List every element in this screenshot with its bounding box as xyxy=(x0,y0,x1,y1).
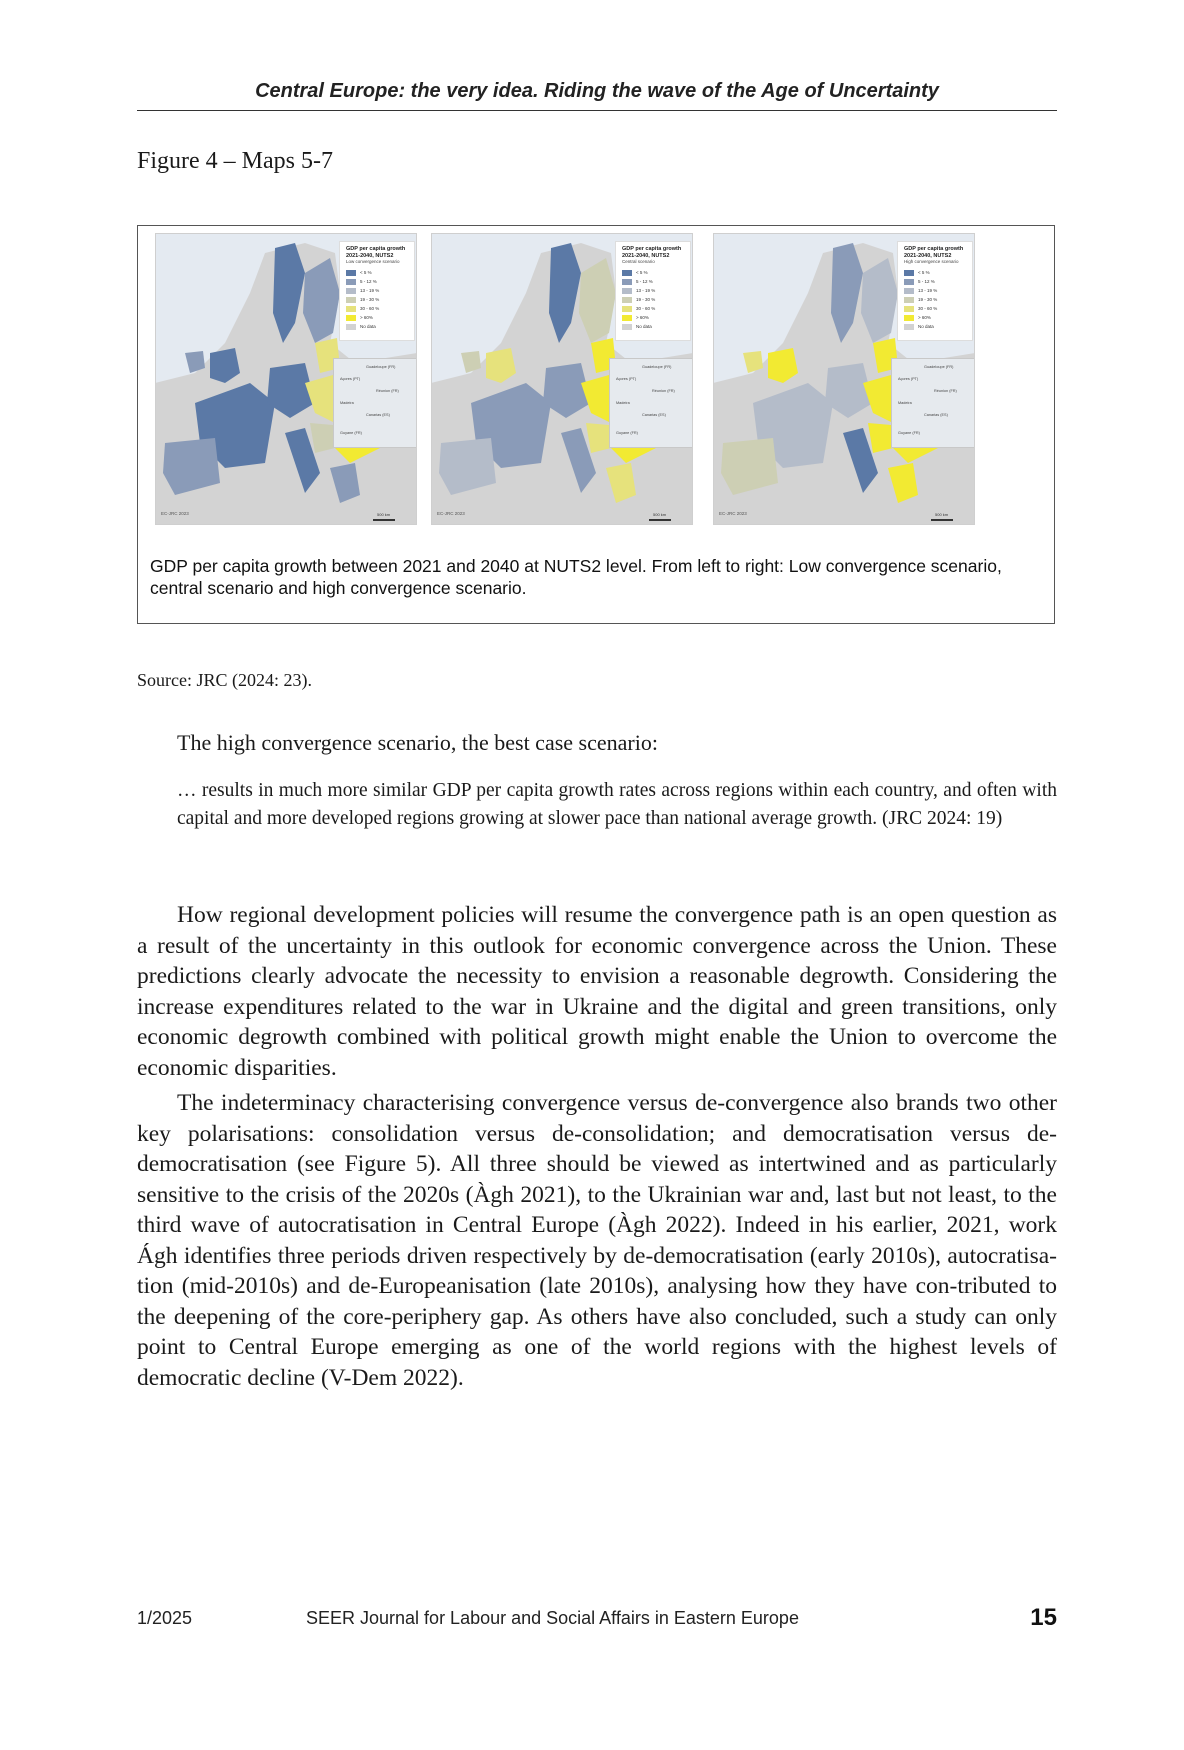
inset-label: Réunion (FR) xyxy=(376,389,399,393)
inset-label: Canarias (ES) xyxy=(924,413,948,417)
inset-label: Açores (PT) xyxy=(616,377,637,381)
map-central-scenario xyxy=(431,233,693,525)
legend-label: No data xyxy=(360,324,376,329)
map-credit: EC-JRC 2023 xyxy=(437,511,465,516)
legend-title: GDP per capita growth 2021-2040, NUTS2 xyxy=(346,246,406,259)
inset-label: Madeira xyxy=(340,401,354,405)
maps-row xyxy=(155,233,1039,533)
legend-label: 19 - 30 % xyxy=(918,297,938,302)
map-high-convergence xyxy=(713,233,975,525)
legend-scenario: Central scenario xyxy=(622,259,655,264)
scale-label: 500 km xyxy=(935,512,949,517)
legend-label: 13 - 19 % xyxy=(360,288,380,293)
running-title: Central Europe: the very idea. Riding the wave of the Age of Uncertainty xyxy=(255,80,939,102)
figure-title: Figure 4 – Maps 5-7 xyxy=(137,148,333,174)
inset-label: Guadeloupe (FR) xyxy=(642,365,672,369)
legend-label: 30 - 60 % xyxy=(918,306,938,311)
map-frame xyxy=(713,233,975,525)
figure-source: Source: JRC (2024: 23). xyxy=(137,670,312,690)
footer-issue: 1/2025 xyxy=(137,1608,193,1628)
body-paragraph: How regional development policies will resume the convergence path is an open question as a result of the uncertainty in this outlook for economic convergence across the Union. These predictions clearly advocate the necessity to envision a reasonable degrowth. Considering the increase expenditures related to the war in Ukraine and the digital and green transitions, only economic degrowth combined with political growth might enable the Union to overcome the economic disparities. xyxy=(137,902,1057,1081)
inset-label: Canarias (ES) xyxy=(366,413,390,417)
legend-label: 30 - 60 % xyxy=(360,306,380,311)
legend-label: No data xyxy=(918,324,934,329)
legend-scenario: High convergence scenario xyxy=(904,259,959,264)
inset-label: Açores (PT) xyxy=(340,377,361,381)
inset-label: Réunion (FR) xyxy=(652,389,675,393)
inset-label: Guyane (FR) xyxy=(616,431,638,435)
map-credit: EC-JRC 2023 xyxy=(719,511,747,516)
legend-label: > 60% xyxy=(636,315,649,320)
legend-label: 30 - 60 % xyxy=(636,306,656,311)
figure-box xyxy=(137,225,1055,624)
legend-title: GDP per capita growth 2021-2040, NUTS2 xyxy=(622,246,682,259)
legend-label: 5 - 12 % xyxy=(918,279,935,284)
legend-label: > 60% xyxy=(918,315,931,320)
legend-scenario: Low convergence scenario xyxy=(346,259,400,264)
inset-label: Guadeloupe (FR) xyxy=(924,365,954,369)
inset-label: Réunion (FR) xyxy=(934,389,957,393)
map-low-convergence xyxy=(155,233,417,525)
legend-label: 13 - 19 % xyxy=(918,288,938,293)
map-frame xyxy=(431,233,693,525)
figure-caption: GDP per capita growth between 2021 and 2040 at NUTS2 level. From left to right: Low convergence scenario, central scenario and high convergence scenario. xyxy=(150,556,1002,598)
legend-label: No data xyxy=(636,324,652,329)
legend-label: 5 - 12 % xyxy=(636,279,653,284)
page-number: 15 xyxy=(1030,1604,1057,1631)
block-quote: … results in much more similar GDP per capita growth rates across regions within each country, and often with capital and more developed regions growing at slower pace than national average growth. (JRC 2024: 19) xyxy=(177,780,1057,829)
scale-label: 500 km xyxy=(377,512,391,517)
legend-label: < 5 % xyxy=(636,270,648,275)
legend-label: 5 - 12 % xyxy=(360,279,377,284)
inset-label: Madeira xyxy=(616,401,630,405)
header-rule xyxy=(137,110,1057,111)
inset-label: Guyane (FR) xyxy=(898,431,920,435)
legend-title: GDP per capita growth 2021-2040, NUTS2 xyxy=(904,246,964,259)
map-credit: EC-JRC 2023 xyxy=(161,511,189,516)
inset-label: Canarias (ES) xyxy=(642,413,666,417)
legend-label: > 60% xyxy=(360,315,373,320)
inset-label: Madeira xyxy=(898,401,912,405)
inset-label: Guadeloupe (FR) xyxy=(366,365,396,369)
legend-label: < 5 % xyxy=(918,270,930,275)
legend-label: 13 - 19 % xyxy=(636,288,656,293)
lead-sentence: The high convergence scenario, the best case scenario: xyxy=(177,730,658,755)
legend-label: < 5 % xyxy=(360,270,372,275)
legend-label: 19 - 30 % xyxy=(360,297,380,302)
map-frame xyxy=(155,233,417,525)
inset-label: Açores (PT) xyxy=(898,377,919,381)
scale-label: 500 km xyxy=(653,512,667,517)
legend-label: 19 - 30 % xyxy=(636,297,656,302)
footer-journal: SEER Journal for Labour and Social Affairs in Eastern Europe xyxy=(306,1608,799,1628)
body-paragraph: The indeterminacy characterising convergence versus de-convergence also brands two other key polarisations: consolidation versus de-consolidation; and democratisation versus de-democratisation (see Figure 5). All three should be viewed as intertwined and as particularly sensitive to the crisis of the 2020s (Àgh 2021), to the Ukrainian war and, last but not least, to the third wave of autocratisation in Central Europe (Àgh 2022). Indeed in his earlier, 2021, work Ágh identifies three periods driven respectively by de-democratisation (early 2010s), autocratisa-tion (mid-2010s) and de-Europeanisation (late 2010s), analysing how they have con-tributed to the deepening of the core-periphery gap. As others have also concluded, such a study can only point to Central Europe emerging as one of the world regions with the highest levels of democratic decline (V-Dem 2022). xyxy=(137,1090,1057,1391)
inset-label: Guyane (FR) xyxy=(340,431,362,435)
